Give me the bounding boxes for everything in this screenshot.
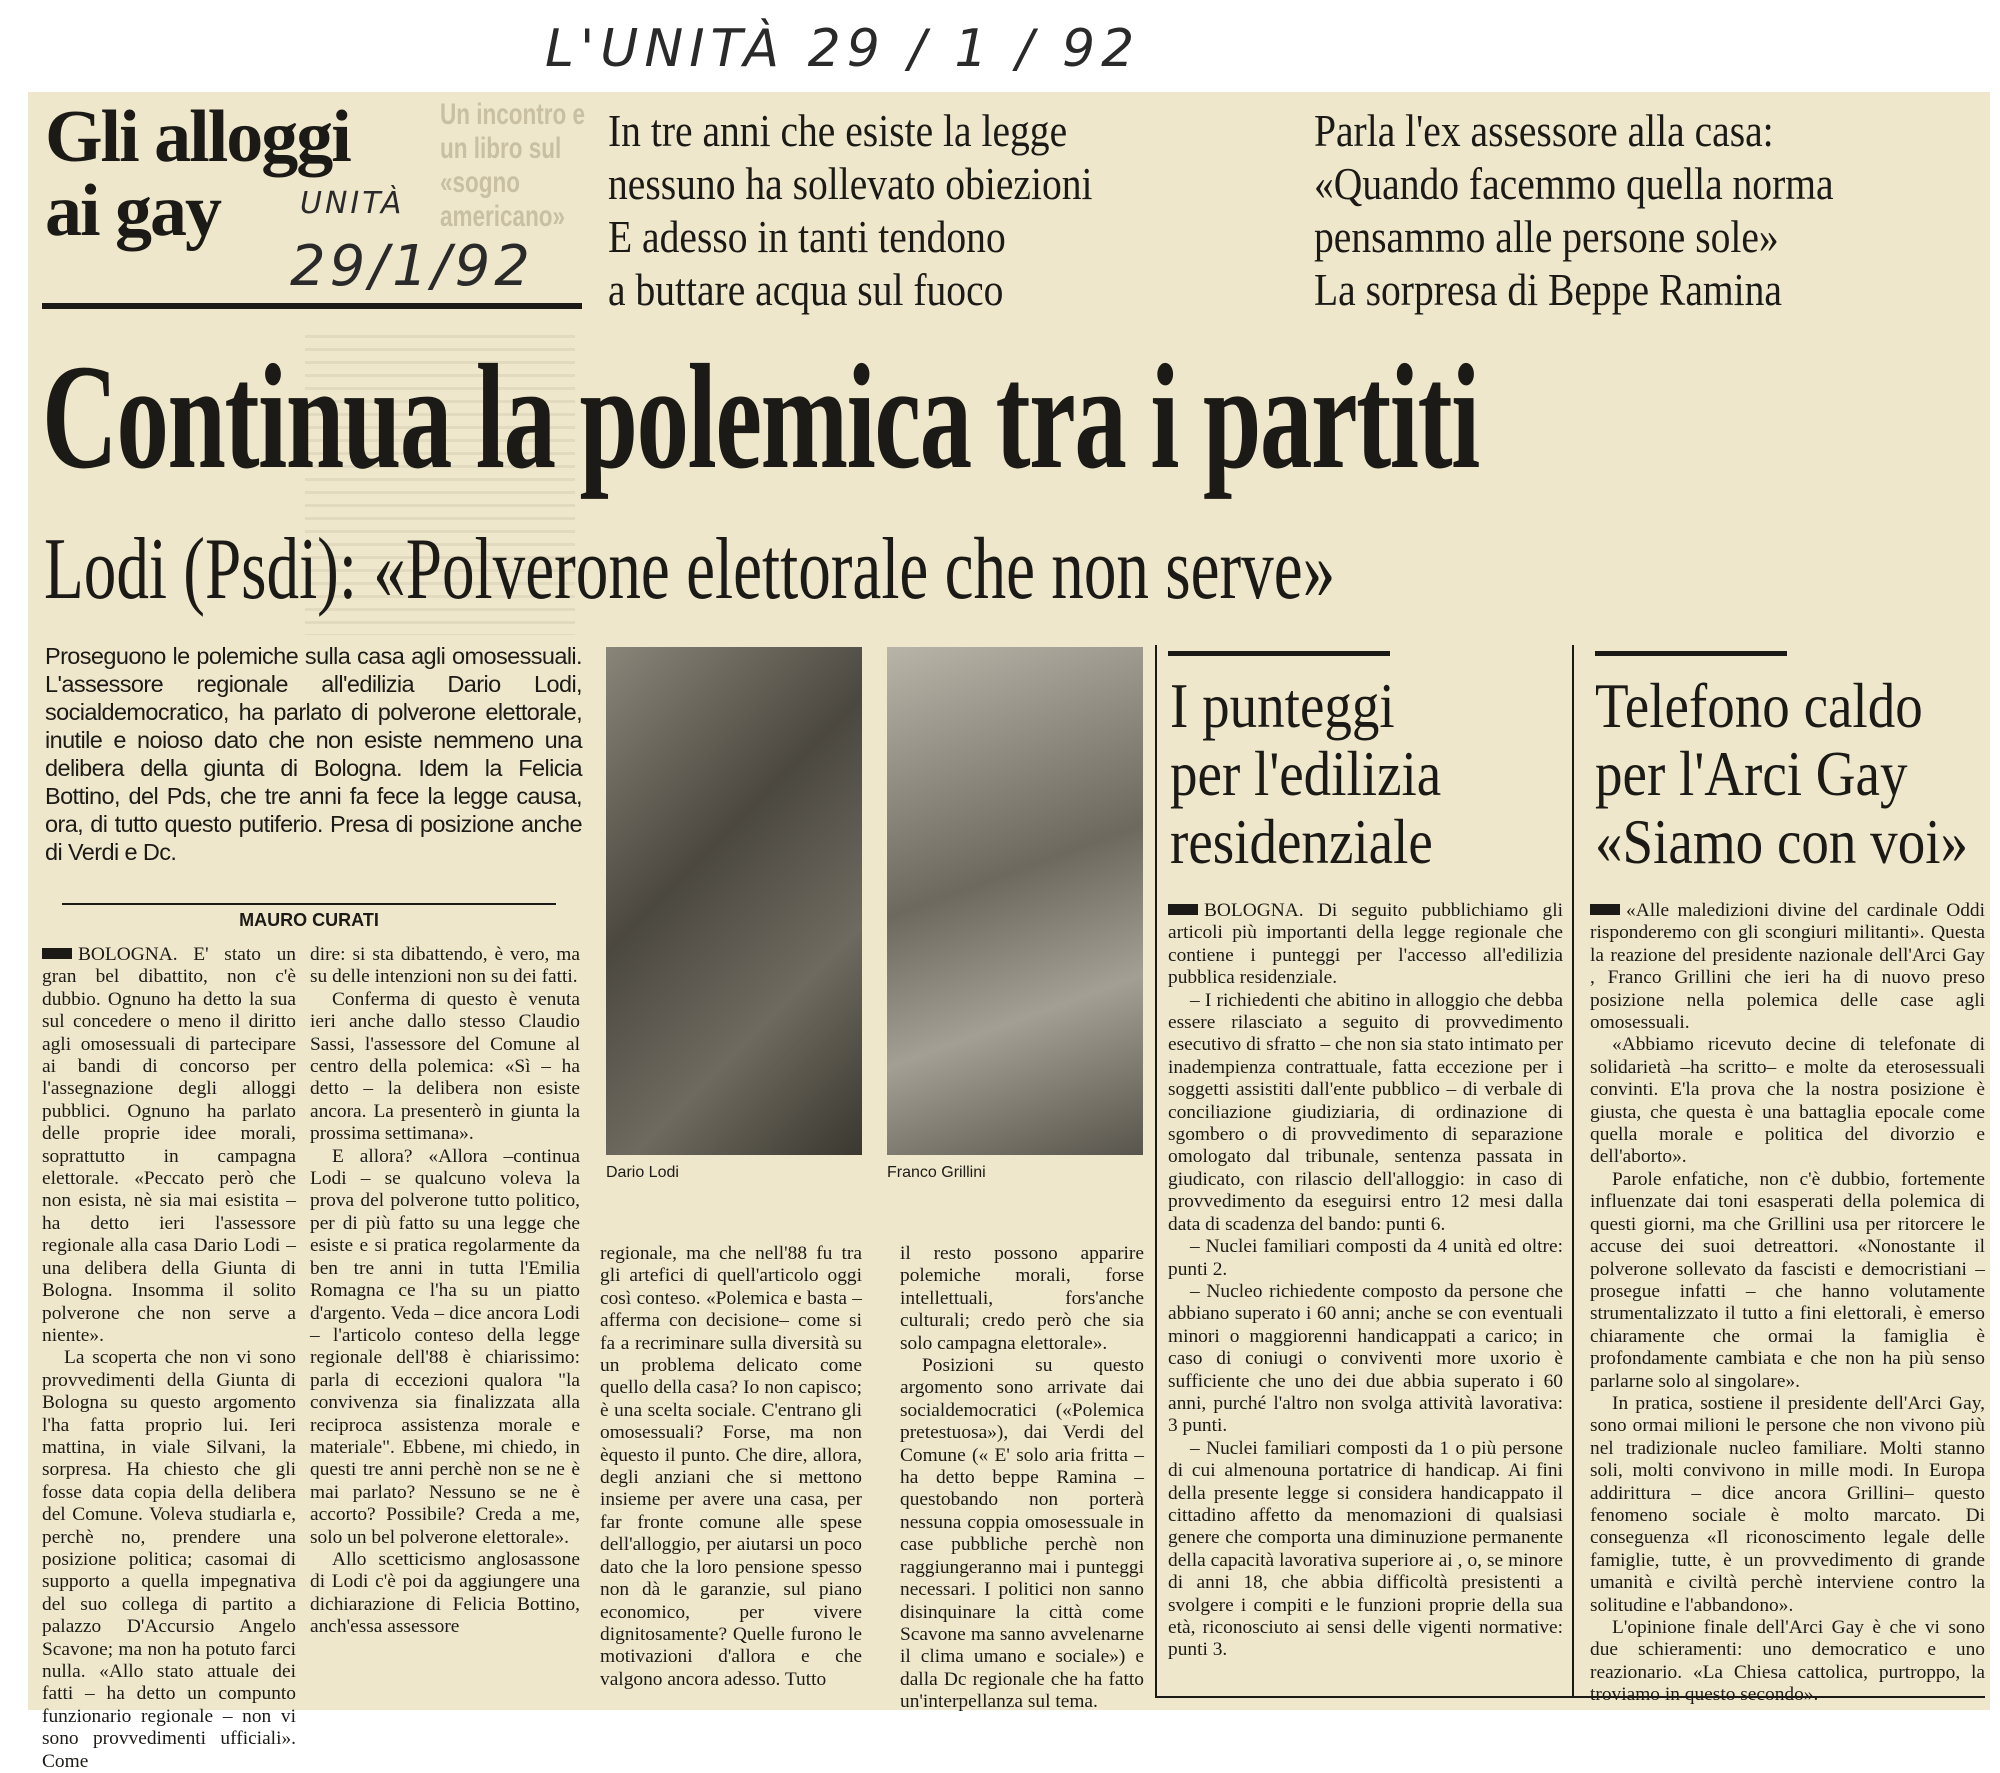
punteggi-body xyxy=(1168,900,1563,1662)
title-line: «Siamo con voi» xyxy=(1595,806,1969,877)
subtitle-line: «Quando facemmo quella norma xyxy=(1314,158,1834,209)
adjacent-article-ghost-title: Un incontro e un libro sul «sogno americano» xyxy=(440,98,586,233)
subtitle-line: a buttare acqua sul fuoco xyxy=(608,264,1004,315)
column-divider xyxy=(1155,645,1157,1697)
paragraph: – Nuclei familiari composti da 4 unità ed oltre: punti 2. xyxy=(1168,1236,1563,1280)
paragraph-text: BOLOGNA. Di seguito pubblichiamo gli articoli più importanti della legge regionale che contiene i punteggi per l'accesso all'edilizia pubblica residenziale. xyxy=(1168,900,1563,989)
paragraph: In pratica, sostiene il presidente dell'Arci Gay, sono ormai milioni le persone che non vivono più nel tradizionale nucleo familiare. Molti stanno soli, molti convivono in mille modi. In Europa addirittura – dice ancora Grillini– questo fenomeno sociale è molto marcato. Di conseguenza «Il riconoscimento legale delle famiglie, tutte, è un provvedimento di grande umanità e civiltà perchè interviene contro la solitudine e l'abbandono». xyxy=(1590,1392,1985,1616)
punteggi-title xyxy=(1170,672,1441,876)
paragraph-text: BOLOGNA. E' stato un gran bel dibattito, non c'è dubbio. Ognuno ha detto la sua sul concedere o meno il diritto agli omosessuali di partecipare ai bandi di concorso per l'assegnazione degli alloggi pubblici. Ognuno ha parlato delle proprie idee morali, soprattutto in campagna elettorale. «Peccato però che non esista, nè sia mai esistita – ha detto ieri l'assessore regionale alla casa Dario Lodi – una delibera della Giunta di Bologna. Insomma il solito polverone che non serve a niente». xyxy=(42,944,296,1346)
title-line: I punteggi xyxy=(1170,670,1395,741)
paragraph: La scoperta che non vi sono provvedimenti della Giunta di Bologna su questo argomento l'ha fatta proprio lui. Ieri mattina, in viale Silvani, la sorpresa. Ha chiesto che gli fosse data copia della delibera del Comune. Voleva studiarla e, perchè no, prendere una posizione politica; casomai di supporto a quella impegnativa del suo collega di partito a palazzo D'Accursio Angelo Scavone; ma non ha potuto farci nulla. «Allo stato attuale dei fatti – ha detto un compunto funzionario regionale – non vi sono provvedimenti ufficiali». Come xyxy=(42,1347,296,1772)
kicker-line: Gli alloggi xyxy=(45,96,350,178)
paragraph: Posizioni su questo argomento sono arrivate dai socialdemocratici («Polemica pretestuosa»), dai Verdi del Comune (« E' solo aria fritta – ha detto beppe Ramina – questobando non porterà nessuna coppia omosessuale in case pubbliche perchè non raggiungeranno mai i punteggi necessari. I politici non sanno disinquinare la città come Scavone ma sanno avvelenarne il clima umano e sociale») e dalla Dc regionale che ha fatto un'interpellanza sul tema. xyxy=(900,1355,1144,1713)
handwritten-source-date: L'UNITÀ 29 / 1 / 92 xyxy=(545,19,1141,79)
byline: MAURO CURATI xyxy=(239,910,379,930)
headline: Continua la polemica tra i partiti xyxy=(42,334,1479,500)
kicker-title xyxy=(45,96,350,252)
photo-caption: Franco Grillini xyxy=(887,1164,986,1181)
subtitle-right xyxy=(1314,104,1834,316)
dateline-marker-icon xyxy=(1590,904,1620,915)
article-column-4 xyxy=(900,1243,1144,1714)
subtitle-line: Parla l'ex assessore alla casa: xyxy=(1314,105,1774,156)
paragraph: dire: si sta dibattendo, è vero, ma su delle intenzioni non su dei fatti. xyxy=(310,944,580,988)
section-rule xyxy=(1168,651,1390,656)
paragraph-text: «Alle maledizioni divine del cardinale Oddi risponderemo con gli scongiuri militanti». Questa la reazione del presidente nazionale dell'Arci Gay , Franco Grillini che ieri ha di nuovo preso posizione nella polemica delle case agli omosessuali. xyxy=(1590,900,1985,1034)
subtitle-line: nessuno ha sollevato obiezioni xyxy=(608,158,1093,209)
telefono-body xyxy=(1590,900,1985,1707)
paragraph: «Abbiamo ricevuto decine di telefonate di solidarietà –ha scritto– e molte da eterosessuali convinti. E'la prova che la nostra posizione è giusta, che questa è una battaglia epocale come quella morale e politica del divorzio e dell'aborto». xyxy=(1590,1034,1985,1168)
article-column-2 xyxy=(310,944,580,1639)
telefono-title xyxy=(1595,672,1968,876)
paragraph: – Nuclei familiari composti da 1 o più persone di cui almenouna portatrice di handicap. Ai fini della presente legge si considera handicappato il cittadino affetto da menomazioni di qualsiasi genere che comporta una diminuzione permanente della capacità lavorativa superiore ai , o, se minore di anni 18, che abbia difficoltà presistenti a svolgere i compiti e le funzioni proprie della sua età, riconosciuto ai sensi delle vigenti normative: punti 3. xyxy=(1168,1437,1563,1661)
paragraph: Parole enfatiche, non c'è dubbio, fortemente influenzate dai toni esasperati della polemica di questi giorni, ma che Grillini usa per ritorcere le accuse dei suoi detreattori. «Nonostante il polverone sollevato da fascisti e democristiani – prosegue infatti – che hanno volutamente strumentalizzato il tutto a fini elettorali, è emerso chiaramente che ormai la famiglia è profondamente cambiata e che non ha più senso parlarne solo al singolare». xyxy=(1590,1168,1985,1392)
section-rule xyxy=(1595,651,1787,656)
paragraph: – I richiedenti che abitino in alloggio che debba essere rilasciato a seguito di provvedimento esecutivo di sfratto – che non sia stato intimato per inadempienza contrattuale, fatta eccezione per i soggetti assistiti dall'ente pubblico – di verbale di conciliazione giudiziaria, di ordinazione di sgombero o di provvedimento di separazione omologato dal tribunale, sentenza passata in giudicato, con rilascio dell'alloggio: in caso di provvedimento da eseguirsi entro 12 mesi dalla data di scadenza del bando: punti 6. xyxy=(1168,989,1563,1235)
paragraph: E allora? «Allora –continua Lodi – se qualcuno voleva la prova del polverone tutto politico, per di più fatto su una legge che esiste e si pratica regolarmente da ben tre anni in tutta l'Emilia Romagna ce l'ha su un piatto d'argento. Veda – dice ancora Lodi – l'articolo conteso della legge regionale dell'88 è chiarissimo: parla di eccezioni qualora "la convivenza sia finalizzata alla reciproca assistenza morale e materiale". Ebbene, mi chiedo, in questi tre anni perchè non se ne è mai parlato? Nessuno se ne è accorto? Possibile? Creda a me, solo un bel polverone elettorale». xyxy=(310,1145,580,1548)
handwritten-margin-source: UNITÀ xyxy=(300,186,405,221)
kicker-line: ai gay xyxy=(45,170,221,252)
paragraph: regionale, ma che nell'88 fu tra gli artefici di quell'articolo oggi così conteso. «Polemica e basta – afferma con decisione– come si fa a recriminare sulla diversità su un problema delicato come quello della casa? Io non capisco; è una scelta sociale. C'entrano gli omosessuali? Forse, ma non èquesto il punto. Che dire, allora, degli anziani che si mettono insieme per avere una casa, per far fronte comune alle spese dell'alloggio, per aiutarsi un poco dato che la loro pensione spesso non dà le garanzie, sul piano economico, per vivere dignitosamente? Quelle furono le motivazioni d'allora e che valgono ancora adesso. Tutto xyxy=(600,1243,862,1690)
paragraph xyxy=(1590,900,1985,1034)
photo-dario-lodi xyxy=(606,647,862,1155)
photo-caption: Dario Lodi xyxy=(606,1164,679,1181)
subtitle-line: E adesso in tanti tendono xyxy=(608,211,1006,262)
subheadline: Lodi (Psdi): «Polverone elettorale che non serve» xyxy=(44,521,1336,618)
intro-paragraph: Proseguono le polemiche sulla casa agli omosessuali. L'assessore regionale all'edilizia Dario Lodi, socialdemocratico, ha parlato di polverone elettorale, inutile e noioso dato che non esiste nemmeno una delibera della giunta di Bologna. Idem la Felicia Bottino, del Pds, che tre anni fa fece la legge causa, ora, di tutto questo putiferio. Presa di posizione anche di Verdi e Dc. xyxy=(45,643,582,865)
title-line: Telefono caldo xyxy=(1595,670,1923,741)
paragraph xyxy=(1168,900,1563,990)
subtitle-line: In tre anni che esiste la legge xyxy=(608,105,1068,156)
paragraph: Allo scetticismo anglosassone di Lodi c'è poi da aggiungere una dichiarazione di Felicia Bottino, anch'essa assessore xyxy=(310,1548,580,1638)
paragraph: – Nucleo richiedente composto da persone che abbiano superato i 60 anni; anche se con eventuali minori o maggiorenni handicappati a carico; in caso di coniugi o conviventi more uxorio è sufficiente che uno dei due abbia superato i 60 anni, purché l'altro non svolga attività lavorativa: 3 punti. xyxy=(1168,1280,1563,1437)
handwritten-margin-date: 29/1/92 xyxy=(290,234,534,299)
kicker-rule xyxy=(42,303,582,309)
title-line: per l'edilizia xyxy=(1170,738,1442,809)
subtitle-line: pensammo alle persone sole» xyxy=(1314,211,1779,262)
paragraph: il resto possono apparire polemiche morali, forse intellettuali, fors'anche culturali; credo però che sia solo campagna elettorale». xyxy=(900,1243,1144,1354)
dateline-marker-icon xyxy=(1168,904,1198,915)
subtitle-center xyxy=(608,104,1093,316)
subtitle-line: La sorpresa di Beppe Ramina xyxy=(1314,264,1782,315)
article-column-3 xyxy=(600,1243,862,1691)
paragraph: Conferma di questo è venuta ieri anche dallo stesso Claudio Sassi, l'assessore del Comune al centro della polemica: «Sì – ha detto – la delibera non esiste ancora. La presenterò in giunta la prossima settimana». xyxy=(310,988,580,1145)
paragraph xyxy=(42,944,296,1347)
article-column-1 xyxy=(42,944,296,1773)
title-line: per l'Arci Gay xyxy=(1595,738,1908,809)
paragraph: L'opinione finale dell'Arci Gay è che vi sono due schieramenti: uno democratico e uno reazionario. «La Chiesa cattolica, purtroppo, la troviamo in questo secondo». xyxy=(1590,1617,1985,1706)
dateline-marker-icon xyxy=(42,948,72,959)
column-divider xyxy=(1572,645,1574,1697)
title-line: residenziale xyxy=(1170,806,1433,877)
byline-rule xyxy=(62,903,556,905)
photo-franco-grillini xyxy=(887,647,1143,1155)
